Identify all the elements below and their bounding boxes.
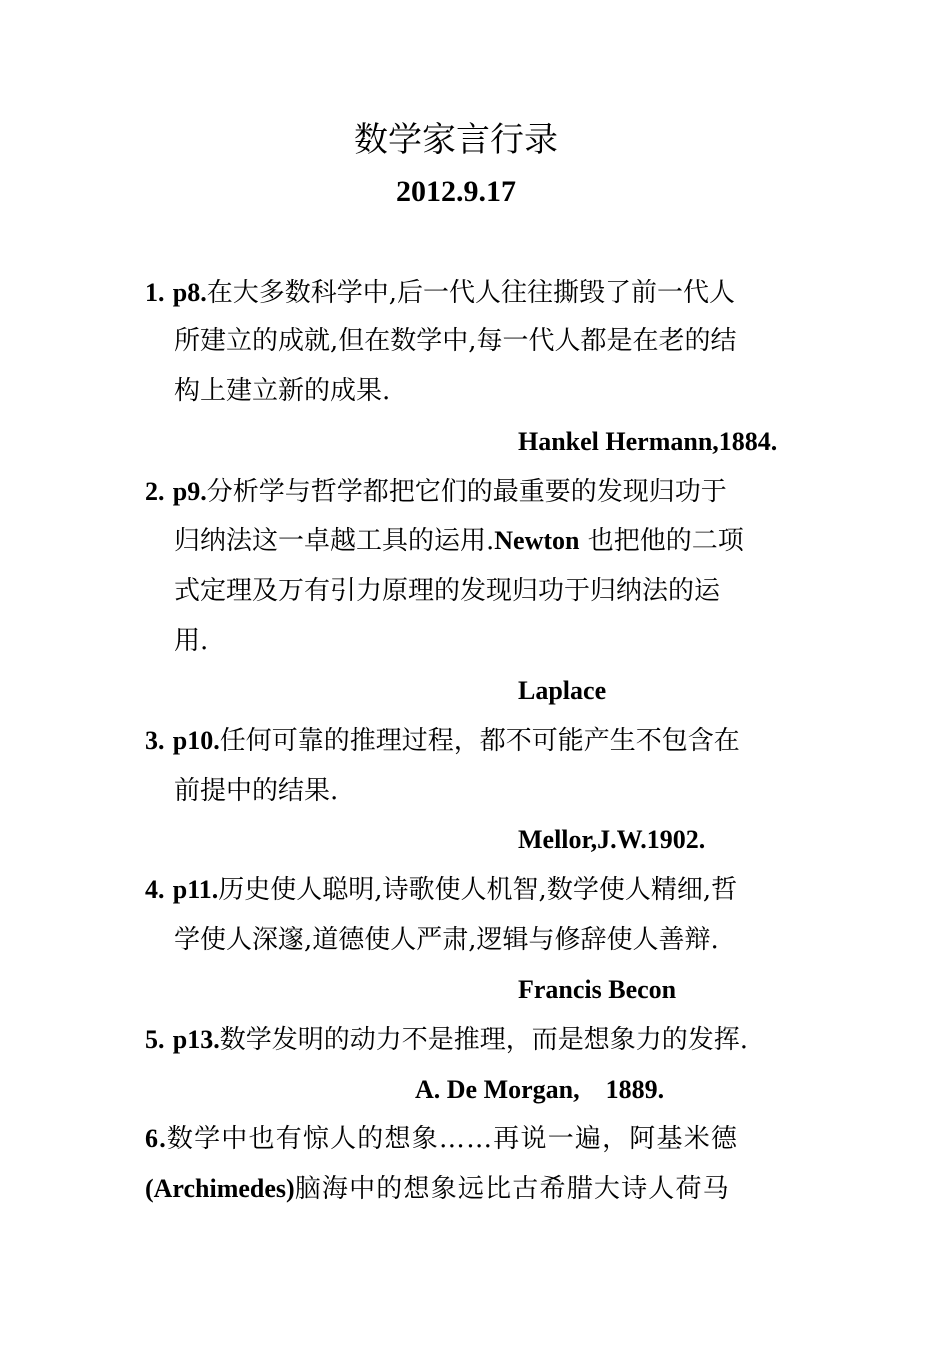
quote-text: 也把他的二项 [587,526,744,556]
quote-page-ref: p8. [172,278,207,307]
quote-4-author: Francis Becon [518,975,677,1004]
quote-1-line-2: 所建立的成就,但在数学中,每一代人都是在老的结 [174,326,737,356]
quote-2-line-1 [145,475,727,509]
quote-latin-word: Newton [494,526,580,555]
quote-6-line-1 [145,1122,738,1156]
quote-3-line-1 [145,724,740,758]
quote-number: 6. [145,1124,167,1153]
quote-1-author: Hankel Hermann,1884. [518,427,778,456]
quote-2-line-4: 用. [174,626,209,656]
quote-2-line-3: 式定理及万有引力原理的发现归功于归纳法的运 [174,576,721,606]
quote-2-line-2 [174,524,744,558]
quote-3-author: Mellor,J.W.1902. [518,825,706,854]
quote-text: 归纳法这一卓越工具的运用. [174,526,495,556]
quote-number: 1. [145,278,165,307]
quote-text: 数学中也有惊人的想象……再说一遍，阿基米德 [166,1124,739,1154]
quote-5-author: A. De Morgan, 1889. [415,1075,665,1104]
quote-text: 脑海中的想象远比古希腊大诗人荷马 [294,1174,730,1204]
quote-text: 在大多数科学中,后一代人往往撕毁了前一代人 [206,278,735,308]
quote-1-line-1 [145,276,735,310]
quote-number: 5. [145,1025,165,1054]
document-title: 数学家言行录 [354,120,558,160]
document-date: 2012.9.17 [396,175,516,208]
quote-page-ref: p11. [172,875,219,904]
quote-4-line-2: 学使人深邃,道德使人严肃,逻辑与修辞使人善辩. [174,925,719,955]
quote-text: 分析学与哲学都把它们的最重要的发现归功于 [206,477,727,507]
quote-2-author: Laplace [518,676,607,705]
quote-text: 历史使人聪明,诗歌使人机智,数学使人精细,哲 [218,875,738,905]
quote-4-line-1 [145,873,737,907]
quote-3-line-2: 前提中的结果. [174,776,339,806]
quote-page-ref: p9. [172,477,207,506]
quote-5-line-1 [145,1023,748,1057]
quote-1-line-3: 构上建立新的成果. [174,376,391,406]
quote-6-line-2 [145,1172,730,1206]
quote-number: 4. [145,875,165,904]
quote-number: 2. [145,477,165,506]
quote-number: 3. [145,726,165,755]
quote-latin-word: (Archimedes) [145,1174,295,1203]
quote-text: 任何可靠的推理过程，都不可能产生不包含在 [219,726,740,756]
quote-page-ref: p10. [172,726,220,755]
quote-page-ref: p13. [172,1025,220,1054]
quote-text: 数学发明的动力不是推理，而是想象力的发挥. [219,1025,748,1055]
